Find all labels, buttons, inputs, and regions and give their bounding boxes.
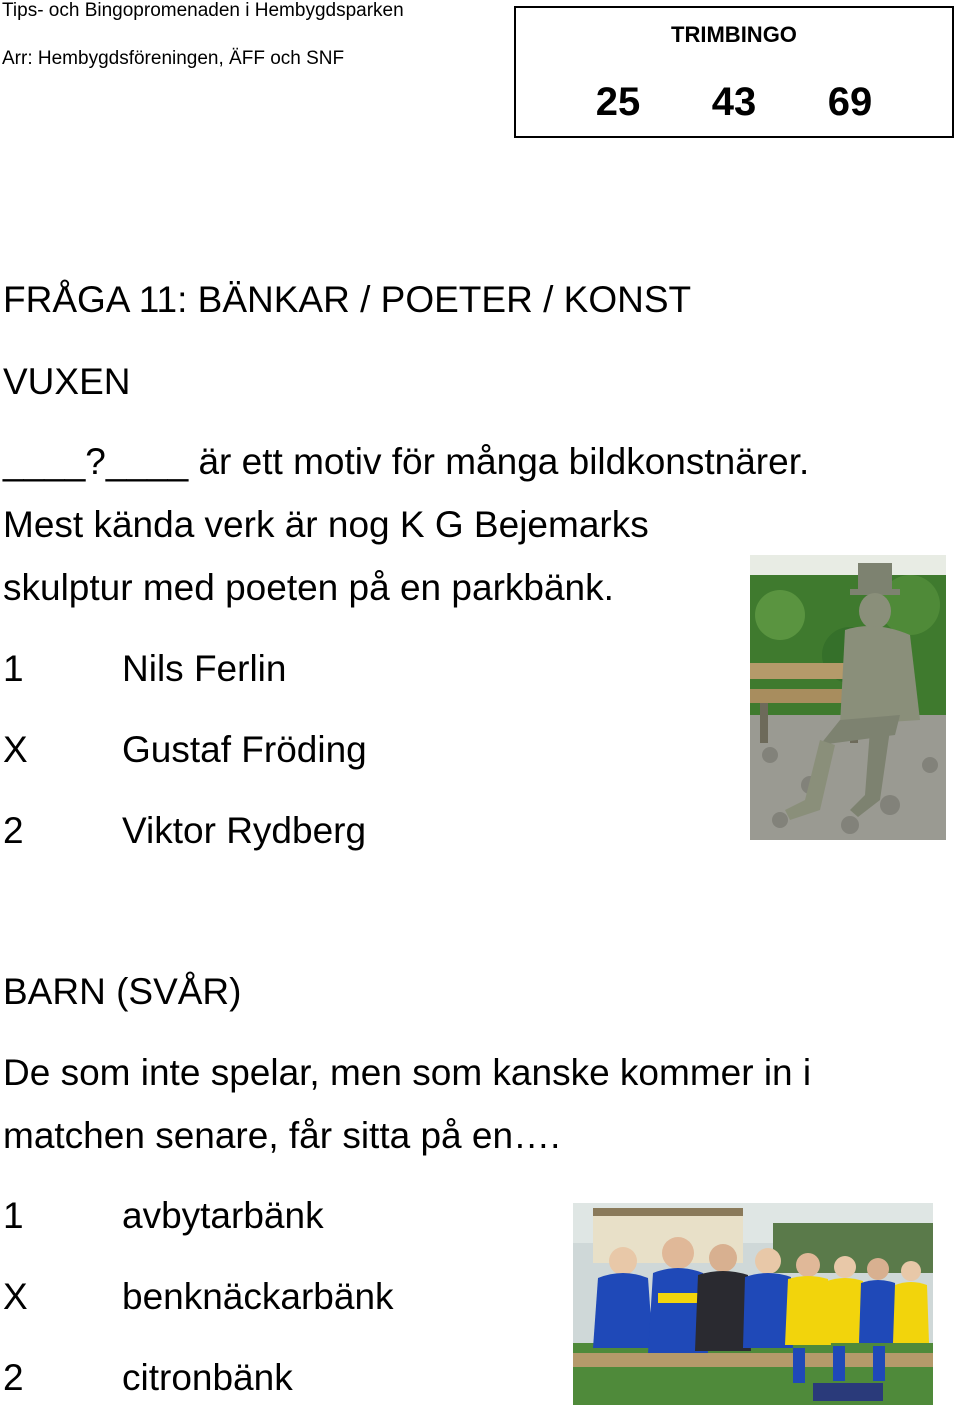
bingo-number: 25: [595, 80, 641, 124]
adult-option-key: X: [3, 729, 28, 770]
trimbingo-box: [514, 6, 954, 138]
child-option-text: avbytarbänk: [122, 1195, 324, 1236]
statue-on-bench-photo: [750, 555, 946, 840]
child-option-text: citronbänk: [122, 1357, 293, 1398]
substitutes-bench-photo: [573, 1203, 933, 1405]
adult-option-text: Viktor Rydberg: [122, 810, 367, 851]
bingo-number: 69: [827, 80, 873, 124]
adult-question-line-3: skulptur med poeten på en parkbänk.: [3, 567, 614, 608]
adult-question-line-1: ____?____ är ett motiv för många bildkonstnärer.: [3, 441, 810, 482]
child-question-line-2: matchen senare, får sitta på en….: [3, 1115, 561, 1156]
child-option-key: 2: [3, 1357, 24, 1398]
child-option-text: benknäckarbänk: [122, 1276, 394, 1317]
bingo-number: 43: [711, 80, 757, 124]
adult-option-key: 2: [3, 810, 24, 851]
question-title: FRÅGA 11: BÄNKAR / POETER / KONST: [3, 279, 692, 320]
trimbingo-title: TRIMBINGO: [671, 22, 797, 47]
child-question-line-1: De som inte spelar, men som kanske kommer in i: [3, 1052, 812, 1093]
adult-option-text: Gustaf Fröding: [122, 729, 367, 770]
adult-option-text: Nils Ferlin: [122, 648, 287, 689]
adult-question-line-2: Mest kända verk är nog K G Bejemarks: [3, 504, 649, 545]
document-header-organizer: Arr: Hembygdsföreningen, ÄFF och SNF: [2, 48, 345, 69]
child-option-key: X: [3, 1276, 28, 1317]
child-option-key: 1: [3, 1195, 24, 1236]
child-heading: BARN (SVÅR): [3, 971, 242, 1012]
adult-heading: VUXEN: [3, 361, 131, 402]
adult-option-key: 1: [3, 648, 24, 689]
trimbingo-numbers: [516, 78, 952, 126]
document-header-title: Tips- och Bingopromenaden i Hembygdsparken: [2, 0, 404, 21]
